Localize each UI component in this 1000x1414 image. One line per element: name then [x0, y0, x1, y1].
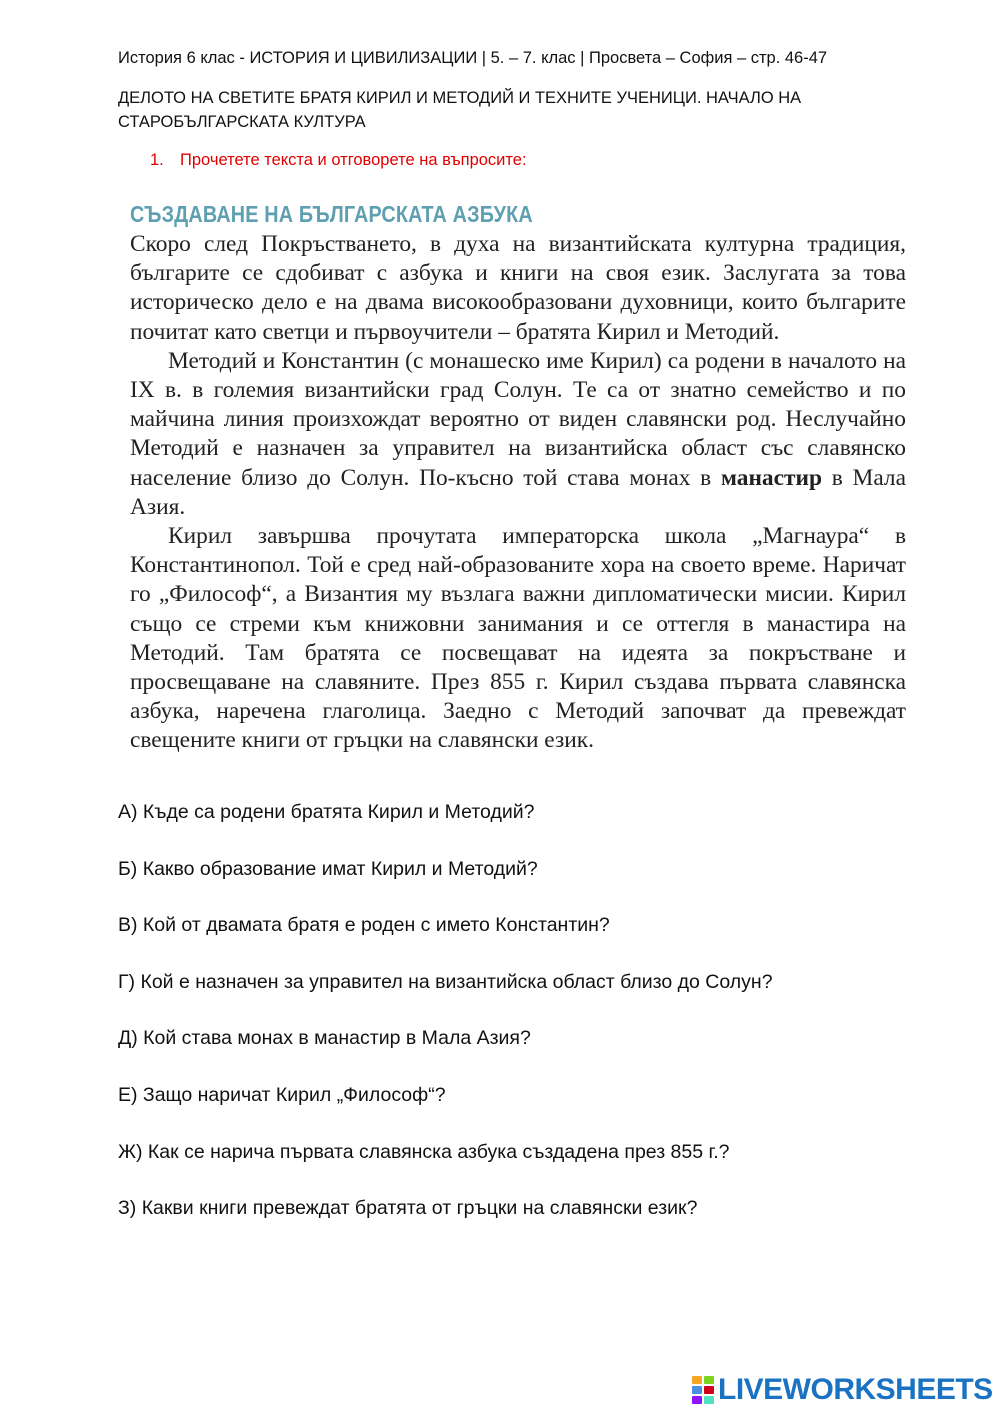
logo-blocks-icon	[692, 1376, 714, 1404]
lesson-topic-line-1: ДЕЛОТО НА СВЕТИТЕ БРАТЯ КИРИЛ И МЕТОДИЙ И ТЕХНИТЕ УЧЕНИЦИ. НАЧАЛО НА	[118, 89, 802, 107]
task-instruction	[150, 148, 527, 172]
paragraph-2-text-end: в Мала Азия.	[130, 464, 906, 520]
task-text: Прочетете текста и отговорете на въпросите:	[180, 151, 527, 169]
article-paragraph-3: Кирил завършва прочутата императорска школа „Магнаура“ в Константинопол. Той е сред най-образованите хора на своето време. Наричат го „Философ“, а Византия му възлага важни дипломатически мисии. Кирил също се стреми към книжовни занимания и се оттегля в манастира на Методий. Там братята се посвещават на идеята за покръстване и просвещаване на славяните. През 855 г. Кирил създава първата славянска азбука, наречена глаголица. Заедно с Методий започват да превеждат свещените книги от гръцки на славянски език.	[130, 523, 906, 754]
question-list	[118, 798, 938, 1251]
question-d: Д) Кой става монах в манастир в Мала Азия?	[118, 1027, 531, 1050]
question-b: Б) Какво образование имат Кирил и Методий?	[118, 857, 538, 880]
textbook-excerpt	[130, 198, 906, 756]
lesson-topic	[118, 86, 878, 134]
liveworksheets-logo	[692, 1373, 993, 1407]
article-paragraph-2	[130, 347, 906, 522]
logo-wordmark: LIVEWORKSHEETS	[718, 1373, 993, 1406]
bold-term-monastery: манастир	[720, 464, 822, 491]
question-e: Е) Защо наричат Кирил „Философ“?	[118, 1083, 446, 1106]
question-v: В) Кой от двамата братя е роден с името Константин?	[118, 914, 610, 937]
worksheet-header: История 6 клас - ИСТОРИЯ И ЦИВИЛИЗАЦИИ | 5. – 7. клас | Просвета – София – стр. 46-47	[118, 49, 828, 67]
lesson-topic-line-2: СТАРОБЪЛГАРСКАТА КУЛТУРА	[118, 113, 366, 131]
question-a: А) Къде са родени братята Кирил и Методий?	[118, 801, 535, 823]
task-number: 1.	[150, 151, 164, 169]
article-title: СЪЗДАВАНЕ НА БЪЛГАРСКАТА АЗБУКА	[130, 201, 533, 227]
question-g: Г) Кой е назначен за управител на византийска област близо до Солун?	[118, 970, 773, 993]
article-paragraph-1: Скоро след Покръстването, в духа на византийската културна традиция, българите се сдобиват с азбука и книги на своя език. Заслугата за това историческо дело е на двама високообразовани духовници, които българите почитат като светци и първоучители – братята Кирил и Методий.	[130, 231, 906, 345]
question-z: З) Какви книги превеждат братята от гръцки на славянски език?	[118, 1197, 698, 1220]
question-zh: Ж) Как се нарича първата славянска азбука създадена през 855 г.?	[118, 1140, 730, 1163]
paragraph-2-text-start: Методий и Константин (с монашеско име Кирил) са родени в началото на IX в. в големия византийски град Солун. Те са от знатно семейство и по майчина линия произхождат вероятно от виден славянски род. Неслучайно Методий е назначен за управител на византийска област със славянско население близо до Солун. По-късно той става монах в	[130, 347, 906, 491]
